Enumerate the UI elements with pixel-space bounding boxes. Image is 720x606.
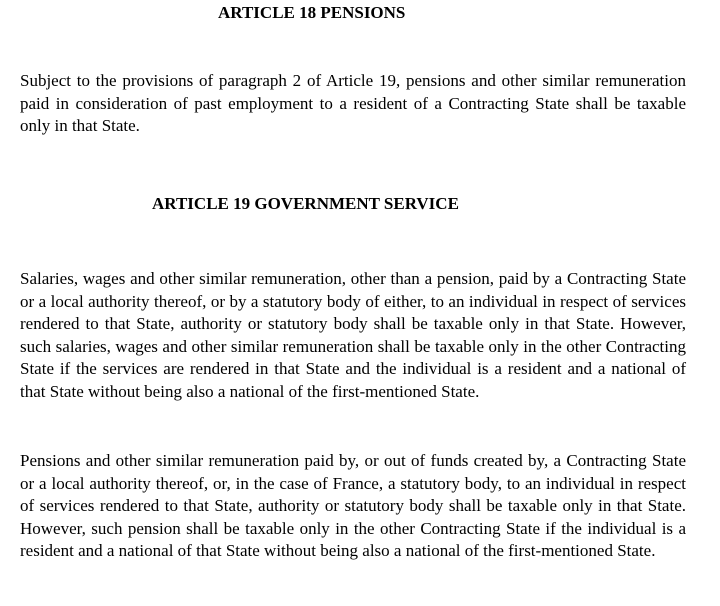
article-19-heading: ARTICLE 19 GOVERNMENT SERVICE <box>152 194 459 213</box>
article-19-paragraph-1: Salaries, wages and other similar remuneration, other than a pension, paid by a Contracting State or a local authority thereof, or by a statutory body of either, to an individual in respect of services rendered to that State, authority or statutory body shall be taxable only in that State. However, such salaries, wages and other similar remuneration shall be taxable only in the other Contracting State if the services are rendered in that State and the individual is a resident and a national of that State without being also a national of the first-mentioned State. <box>20 269 686 401</box>
article-19-paragraph-2: Pensions and other similar remuneration paid by, or out of funds created by, a Contracting State or a local authority thereof, or, in the case of France, a statutory body, to an individual in respect of services rendered to that State, authority or statutory body shall be taxable only in that State. However, such pension shall be taxable only in the other Contracting State if the individual is a resident and a national of that State without being also a national of the first-mentioned State. <box>20 451 686 560</box>
article-18-heading: ARTICLE 18 PENSIONS <box>218 3 406 22</box>
article-18-paragraph: Subject to the provisions of paragraph 2 of Article 19, pensions and other similar remuneration paid in consideration of past employment to a resident of a Contracting State shall be taxable only in that State. <box>20 71 686 135</box>
